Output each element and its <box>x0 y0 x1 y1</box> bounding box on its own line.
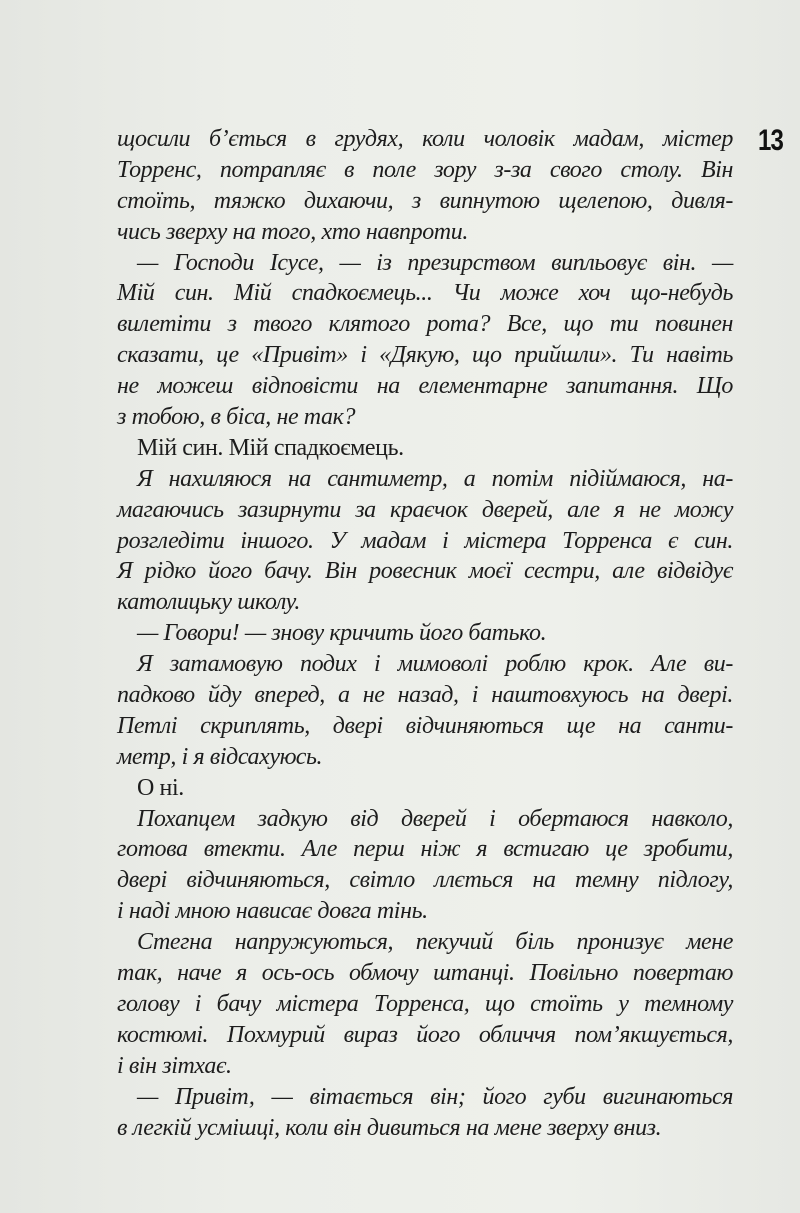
paragraph <box>117 1082 733 1144</box>
text-line: Стегна напружуються, пекучий біль пронизує мене <box>137 929 733 956</box>
text-line: — Привіт, — вітається він; його губи вигинаються <box>137 1083 733 1110</box>
text-line: і він зітхає. <box>117 1052 232 1079</box>
text-line: щосили б’ється в грудях, коли чоловік мадам, містер <box>117 126 733 152</box>
text-line: сказати, це «Привіт» і «Дякую, що прийшли». Ти навіть <box>117 342 733 369</box>
text-line: стоїть, тяжко дихаючи, з випнутою щелепою, дивля- <box>117 187 733 214</box>
text-line: двері відчиняються, світло ллється на темну підлогу, <box>117 867 733 894</box>
text-line: Я нахиляюся на сантиметр, а потім підіймаюся, на- <box>137 465 733 492</box>
text-line: падково йду вперед, а не назад, і наштовхуюсь на двері. <box>117 682 733 709</box>
text-line: і наді мною нависає довга тінь. <box>117 898 428 925</box>
text-line: Торренс, потрапляє в поле зору з-за свого столу. Він <box>117 156 733 183</box>
text-line: Я затамовую подих і мимоволі роблю крок. Але ви- <box>137 651 733 678</box>
paragraph <box>117 649 733 773</box>
paragraph <box>117 464 733 618</box>
text-line: розгледіти іншого. У мадам і містера Торренса є син. <box>117 527 733 554</box>
text-line: вилетіти з твого клятого рота? Все, що ти повинен <box>117 311 733 338</box>
text-line: метр, і я відсахуюсь. <box>117 743 323 770</box>
text-line: чись зверху на того, хто навпроти. <box>117 218 468 245</box>
paragraph <box>117 804 733 928</box>
text-line: — Господи Ісусе, — із презирством випльовує він. — <box>137 249 733 276</box>
text-line: О ні. <box>137 774 184 801</box>
paragraph <box>117 433 733 464</box>
text-line: костюмі. Похмурий вираз його обличчя пом’якшується, <box>117 1021 733 1048</box>
text-line: Петлі скриплять, двері відчиняються ще на санти- <box>117 712 733 739</box>
text-line: — Говори! — знову кричить його батько. <box>137 620 547 647</box>
text-line: так, наче я ось-ось обмочу штанці. Повільно повертаю <box>117 960 733 987</box>
text-line: голову і бачу містера Торренса, що стоїть у темному <box>117 990 733 1017</box>
paragraph <box>117 773 733 804</box>
text-line: магаючись зазирнути за краєчок дверей, але я не можу <box>117 496 733 523</box>
text-line: католицьку школу. <box>117 589 300 616</box>
paragraph <box>117 927 733 1081</box>
text-line: в легкій усмішці, коли він дивиться на мене зверху вниз. <box>117 1114 662 1141</box>
text-line: Я рідко його бачу. Він ровесник моєї сестри, але відвідує <box>117 558 733 585</box>
text-line: Похапцем задкую від дверей і обертаюся навколо, <box>137 805 733 832</box>
body-text <box>117 124 733 1143</box>
text-line: з тобою, в біса, не так? <box>117 404 356 431</box>
paragraph <box>117 124 733 248</box>
text-line: Мій син. Мій спадкоємець... Чи може хоч що-небудь <box>117 280 733 307</box>
text-line: Мій син. Мій спадкоємець. <box>137 434 404 461</box>
paragraph <box>117 248 733 433</box>
page-number: 13 <box>758 124 784 157</box>
text-line: не можеш відповісти на елементарне запитання. Що <box>117 373 733 400</box>
paragraph <box>117 618 733 649</box>
text-line: готова втекти. Але перш ніж я встигаю це зробити, <box>117 836 733 863</box>
